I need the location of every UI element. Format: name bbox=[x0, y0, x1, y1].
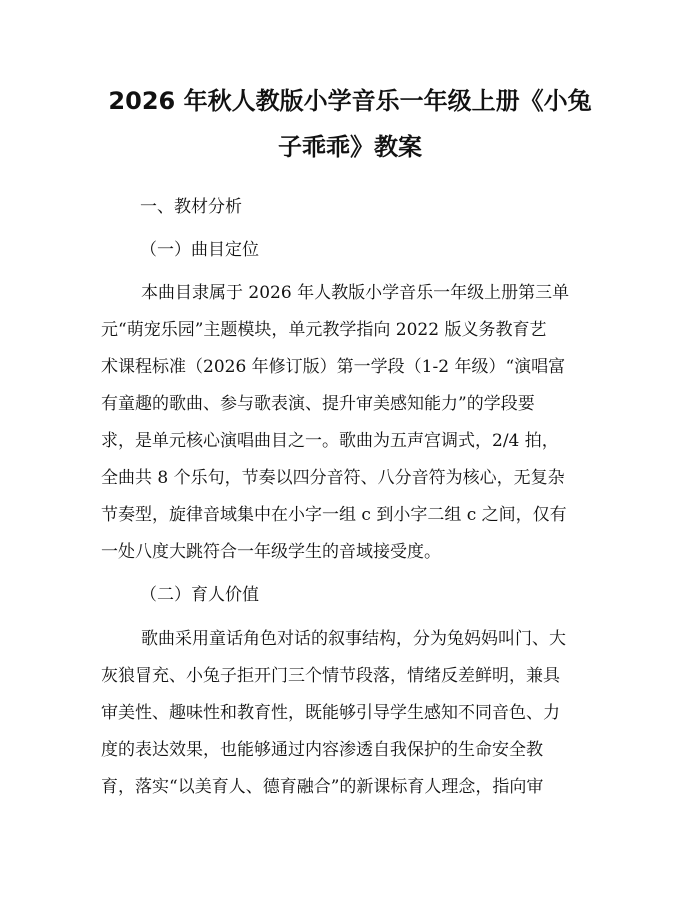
document-title-line-2: 子乖乖》教案 bbox=[278, 133, 422, 161]
paragraph-line: 术课程标准（2026 年修订版）第一学段（1-2 年级）“演唱富 bbox=[101, 357, 566, 377]
paragraph-line: 灰狼冒充、小兔子拒开门三个情节段落，情绪反差鲜明，兼具 bbox=[101, 666, 560, 686]
paragraph-line: 节奏型，旋律音域集中在小字一组 c 到小字二组 c 之间，仅有 bbox=[101, 505, 567, 525]
paragraph-line: 歌曲采用童话角色对话的叙事结构，分为兔妈妈叫门、大 bbox=[141, 629, 566, 649]
paragraph-line: 有童趣的歌曲、参与歌表演、提升审美感知能力”的学段要 bbox=[101, 394, 535, 414]
document-title-line-1: 2026 年秋人教版小学音乐一年级上册《小兔 bbox=[108, 87, 592, 115]
subsection-heading-educational-value: （二）育人价值 bbox=[140, 585, 259, 605]
section-heading-teaching-material-analysis: 一、教材分析 bbox=[140, 197, 242, 217]
paragraph-line: 求，是单元核心演唱曲目之一。歌曲为五声宫调式，2/4 拍， bbox=[101, 431, 559, 451]
paragraph-line: 审美性、趣味性和教育性，既能够引导学生感知不同音色、力 bbox=[101, 703, 560, 723]
paragraph-line: 本曲目隶属于 2026 年人教版小学音乐一年级上册第三单 bbox=[141, 283, 570, 303]
paragraph-line: 元“萌宠乐园”主题模块，单元教学指向 2022 版义务教育艺 bbox=[101, 320, 547, 340]
paragraph-line: 一处八度大跳符合一年级学生的音域接受度。 bbox=[101, 542, 441, 562]
paragraph-line: 育，落实“以美育人、德育融合”的新课标育人理念，指向审 bbox=[101, 777, 544, 797]
subsection-heading-song-positioning: （一）曲目定位 bbox=[140, 240, 259, 260]
paragraph-line: 全曲共 8 个乐句，节奏以四分音符、八分音符为核心，无复杂 bbox=[101, 468, 565, 488]
paragraph-line: 度的表达效果，也能够通过内容渗透自我保护的生命安全教 bbox=[101, 740, 543, 760]
